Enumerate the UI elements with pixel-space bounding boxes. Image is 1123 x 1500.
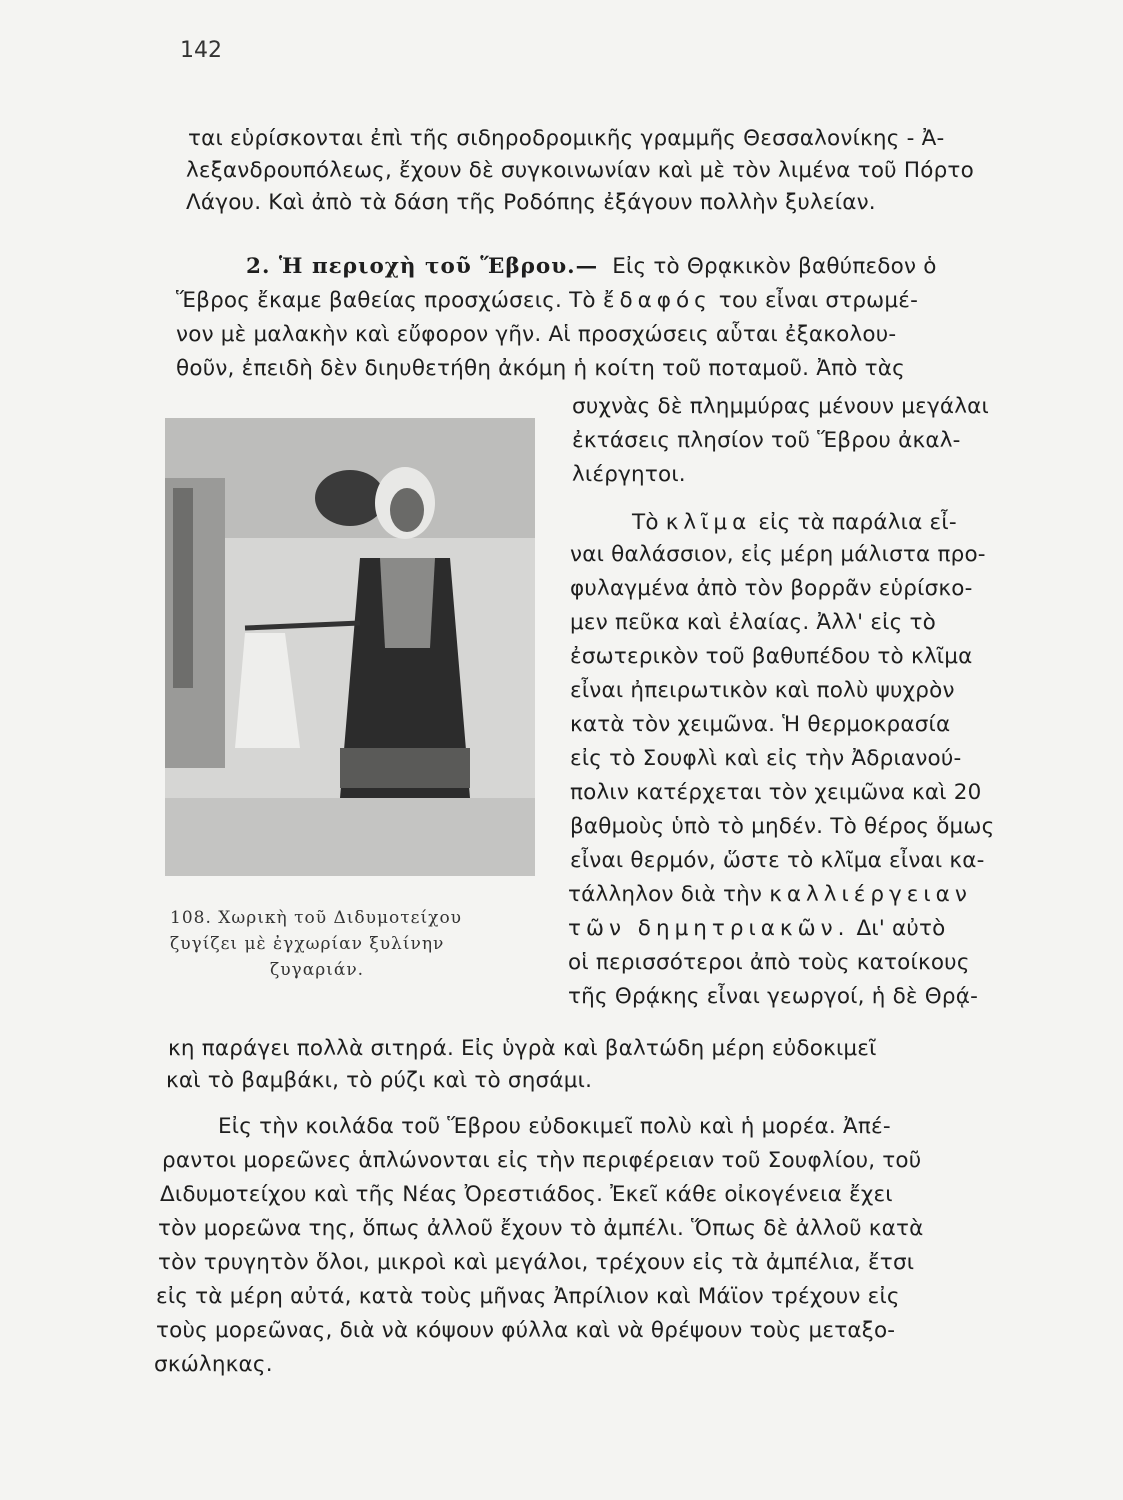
text-line: ται εὑρίσκονται ἐπὶ τῆς σιδηροδρομικῆς γραμμῆς Θεσσαλονίκης - Ἀ- — [188, 126, 945, 151]
text-line: οἱ περισσότεροι ἀπὸ τοὺς κατοίκους — [568, 950, 970, 975]
text-line: κη παράγει πολλὰ σιτηρά. Εἰς ὑγρὰ καὶ βαλτώδη μέρη εὐδοκιμεῖ — [168, 1036, 877, 1061]
text-line: μεν πεῦκα καὶ ἐλαίας. Ἀλλ' εἰς τὸ — [570, 610, 936, 635]
text-line: ἐκτάσεις πλησίον τοῦ Ἕβρου ἀκαλ- — [572, 428, 961, 453]
text-span: του εἶναι στρωμέ- — [718, 288, 919, 313]
spaced-term: καλλιέργειαν — [769, 882, 972, 907]
text-line — [568, 880, 972, 910]
text-line: τῆς Θρᾴκης εἶναι γεωργοί, ἡ δὲ Θρᾴ- — [568, 984, 979, 1009]
text-line: κατὰ τὸν χειμῶνα. Ἡ θερμοκρασία — [570, 712, 951, 737]
text-span: Τὸ — [632, 510, 659, 535]
text-line: εἰς τὰ μέρη αὐτά, κατὰ τοὺς μῆνας Ἀπρίλιον καὶ Μάϊον τρέχουν εἰς — [156, 1284, 900, 1309]
text-line: Λάγου. Καὶ ἀπὸ τὰ δάση τῆς Ροδόπης ἐξάγουν πολλὴν ξυλείαν. — [186, 190, 876, 215]
section-heading-line — [246, 252, 937, 282]
text-line: λεξανδρουπόλεως, ἔχουν δὲ συγκοινωνίαν καὶ μὲ τὸν λιμένα τοῦ Πόρτο — [186, 158, 974, 183]
spaced-term: τῶν δημητριακῶν. — [568, 916, 850, 941]
text-line — [176, 286, 918, 316]
text-line: Διδυμοτείχου καὶ τῆς Νέας Ὀρεστιάδος. Ἐκεῖ κάθε οἰκογένεια ἔχει — [160, 1182, 893, 1207]
text-line: ραντοι μορεῶνες ἁπλώνονται εἰς τὴν περιφέρειαν τοῦ Σουφλίου, τοῦ — [162, 1148, 922, 1173]
text-line: τοὺς μορεῶνας, διὰ νὰ κόψουν φύλλα καὶ νὰ θρέψουν τοὺς μεταξο- — [156, 1318, 896, 1343]
text-line: φυλαγμένα ἀπὸ τὸν βορρᾶν εὑρίσκο- — [570, 576, 973, 601]
photo-child-head — [315, 470, 385, 526]
photo-dress-hem — [340, 748, 470, 788]
text-span: Εἰς τὸ Θρᾳκικὸν βαθύπεδον ὁ — [612, 254, 937, 279]
photo-villager-weighing — [165, 418, 535, 876]
text-line: ναι θαλάσσιον, εἰς μέρη μάλιστα προ- — [570, 542, 986, 567]
text-span: τάλληλον διὰ τὴν — [568, 882, 763, 907]
text-line — [568, 914, 946, 944]
photo-caption-line: ζυγαριάν. — [270, 960, 365, 980]
text-line: σκώληκας. — [154, 1352, 273, 1377]
text-line — [632, 508, 957, 538]
text-line: καὶ τὸ βαμβάκι, τὸ ρύζι καὶ τὸ σησάμι. — [166, 1068, 593, 1093]
text-line: εἰς τὸ Σουφλὶ καὶ εἰς τὴν Ἀδριανού- — [570, 746, 962, 771]
text-span: Δι' αὐτὸ — [856, 916, 946, 941]
photo-apron — [380, 558, 435, 648]
text-line: τὸν τρυγητὸν ὅλοι, μικροὶ καὶ μεγάλοι, τρέχουν εἰς τὰ ἀμπέλια, ἔτσι — [158, 1250, 915, 1275]
text-line: πολιν κατέρχεται τὸν χειμῶνα καὶ 20 — [570, 780, 982, 805]
photo-ground — [165, 798, 535, 876]
photo-face — [390, 488, 424, 532]
text-line: λιέργητοι. — [572, 462, 686, 487]
text-span: εἰς τὰ παράλια εἶ- — [758, 510, 957, 535]
text-line: συχνὰς δὲ πλημμύρας μένουν μεγάλαι — [572, 394, 990, 419]
photo-illustration — [165, 418, 535, 876]
text-line: εἶναι ἠπειρωτικὸν καὶ πολὺ ψυχρὸν — [570, 678, 955, 703]
text-span: Ἕβρος ἔκαμε βαθείας προσχώσεις. Τὸ — [176, 288, 596, 313]
spaced-term: ἔδαφός — [602, 288, 712, 313]
text-line: βαθμοὺς ὑπὸ τὸ μηδέν. Τὸ θέρος ὅμως — [570, 814, 995, 839]
text-line: τὸν μορεῶνα της, ὅπως ἀλλοῦ ἔχουν τὸ ἀμπέλι. Ὅπως δὲ ἀλλοῦ κατὰ — [158, 1216, 924, 1241]
text-line: θοῦν, ἐπειδὴ δὲν διηυθετήθη ἀκόμη ἡ κοίτη τοῦ ποταμοῦ. Ἀπὸ τὰς — [176, 356, 905, 381]
text-line: εἶναι θερμόν, ὥστε τὸ κλῖμα εἶναι κα- — [570, 848, 985, 873]
photo-caption-line: 108. Χωρικὴ τοῦ Διδυμοτείχου — [170, 908, 463, 928]
page-number: 142 — [180, 38, 222, 63]
photo-caption-line: ζυγίζει μὲ ἐγχωρίαν ξυλίνην — [170, 934, 445, 954]
text-line: Εἰς τὴν κοιλάδα τοῦ Ἕβρου εὐδοκιμεῖ πολὺ καὶ ἡ μορέα. Ἀπέ- — [218, 1114, 891, 1139]
spaced-term: κλῖμα — [665, 510, 752, 535]
text-line: ἐσωτερικὸν τοῦ βαθυπέδου τὸ κλῖμα — [570, 644, 973, 669]
section-heading: 2. Ἡ περιοχὴ τοῦ Ἕβρου.— — [246, 254, 599, 279]
text-line: νον μὲ μαλακὴν καὶ εὔφορον γῆν. Αἱ προσχώσεις αὗται ἐξακολου- — [176, 322, 897, 347]
photo-door-post — [173, 488, 193, 688]
